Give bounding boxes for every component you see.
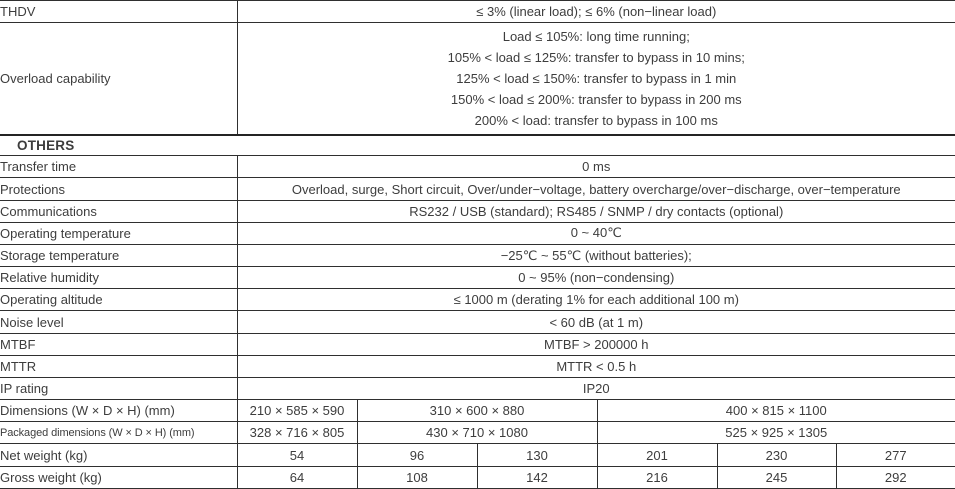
table-row	[0, 422, 955, 444]
spec-label-relative-humidity: Relative humidity	[0, 267, 237, 289]
section-header-others: OTHERS	[0, 135, 955, 156]
spec-label-overload: Overload capability	[0, 23, 237, 135]
net-weight-model-4: 201	[597, 444, 717, 466]
table-row	[0, 333, 955, 355]
table-row	[0, 444, 955, 466]
spec-label-protections: Protections	[0, 178, 237, 200]
table-row	[0, 377, 955, 399]
table-row	[0, 23, 955, 135]
spec-label-communications: Communications	[0, 200, 237, 222]
overload-line: 105% < load ≤ 125%: transfer to bypass in 10 mins;	[447, 49, 745, 65]
spec-label-operating-temperature: Operating temperature	[0, 222, 237, 244]
spec-label-thdv: THDV	[0, 1, 237, 23]
section-header-row	[0, 135, 955, 156]
table-row	[0, 200, 955, 222]
spec-label-gross-weight: Gross weight (kg)	[0, 466, 237, 488]
spec-value-protections: Overload, surge, Short circuit, Over/under−voltage, battery overcharge/over−discharge, over−temperature	[237, 178, 955, 200]
gross-weight-model-3: 142	[477, 466, 597, 488]
overload-line: Load ≤ 105%: long time running;	[502, 28, 690, 44]
table-row	[0, 267, 955, 289]
net-weight-model-3: 130	[477, 444, 597, 466]
spec-label-mtbf: MTBF	[0, 333, 237, 355]
table-row	[0, 156, 955, 178]
table-row	[0, 222, 955, 244]
gross-weight-model-1: 64	[237, 466, 357, 488]
table-row	[0, 400, 955, 422]
table-row	[0, 289, 955, 311]
spec-value-operating-altitude: ≤ 1000 m (derating 1% for each additional 100 m)	[237, 289, 955, 311]
dimensions-model-3: 400 × 815 × 1100	[597, 400, 955, 422]
spec-value-ip-rating: IP20	[237, 377, 955, 399]
overload-line: 200% < load: transfer to bypass in 100 ms	[474, 112, 718, 128]
table-row	[0, 466, 955, 488]
spec-label-ip-rating: IP rating	[0, 377, 237, 399]
packaged-dimensions-model-3: 525 × 925 × 1305	[597, 422, 955, 444]
net-weight-model-5: 230	[717, 444, 836, 466]
table-row	[0, 1, 955, 23]
dimensions-model-1: 210 × 585 × 590	[237, 400, 357, 422]
spec-label-packaged-dimensions: Packaged dimensions (W × D × H) (mm)	[0, 422, 237, 444]
table-row	[0, 311, 955, 333]
overload-line: 125% < load ≤ 150%: transfer to bypass in 1 min	[456, 70, 737, 86]
net-weight-model-1: 54	[237, 444, 357, 466]
spec-value-mtbf: MTBF > 200000 h	[237, 333, 955, 355]
spec-value-storage-temperature: −25℃ ~ 55℃ (without batteries);	[237, 244, 955, 266]
spec-label-operating-altitude: Operating altitude	[0, 289, 237, 311]
packaged-dimensions-model-1: 328 × 716 × 805	[237, 422, 357, 444]
spec-label-storage-temperature: Storage temperature	[0, 244, 237, 266]
gross-weight-model-4: 216	[597, 466, 717, 488]
table-row	[0, 178, 955, 200]
spec-value-thdv: ≤ 3% (linear load); ≤ 6% (non−linear load)	[237, 1, 955, 23]
spec-label-noise-level: Noise level	[0, 311, 237, 333]
spec-value-mttr: MTTR < 0.5 h	[237, 355, 955, 377]
gross-weight-model-5: 245	[717, 466, 836, 488]
spec-value-relative-humidity: 0 ~ 95% (non−condensing)	[237, 267, 955, 289]
spec-label-dimensions: Dimensions (W × D × H) (mm)	[0, 400, 237, 422]
table-row	[0, 355, 955, 377]
overload-line: 150% < load ≤ 200%: transfer to bypass in 200 ms	[450, 91, 742, 107]
table-row	[0, 244, 955, 266]
gross-weight-model-2: 108	[357, 466, 477, 488]
net-weight-model-6: 277	[836, 444, 955, 466]
net-weight-model-2: 96	[357, 444, 477, 466]
spec-value-transfer-time: 0 ms	[237, 156, 955, 178]
gross-weight-model-6: 292	[836, 466, 955, 488]
spec-value-communications: RS232 / USB (standard); RS485 / SNMP / dry contacts (optional)	[237, 200, 955, 222]
spec-value-operating-temperature: 0 ~ 40℃	[237, 222, 955, 244]
packaged-dimensions-model-2: 430 × 710 × 1080	[357, 422, 597, 444]
spec-value-noise-level: < 60 dB (at 1 m)	[237, 311, 955, 333]
dimensions-model-2: 310 × 600 × 880	[357, 400, 597, 422]
spec-label-mttr: MTTR	[0, 355, 237, 377]
spec-label-net-weight: Net weight (kg)	[0, 444, 237, 466]
spec-label-transfer-time: Transfer time	[0, 156, 237, 178]
spec-value-overload	[237, 23, 955, 135]
